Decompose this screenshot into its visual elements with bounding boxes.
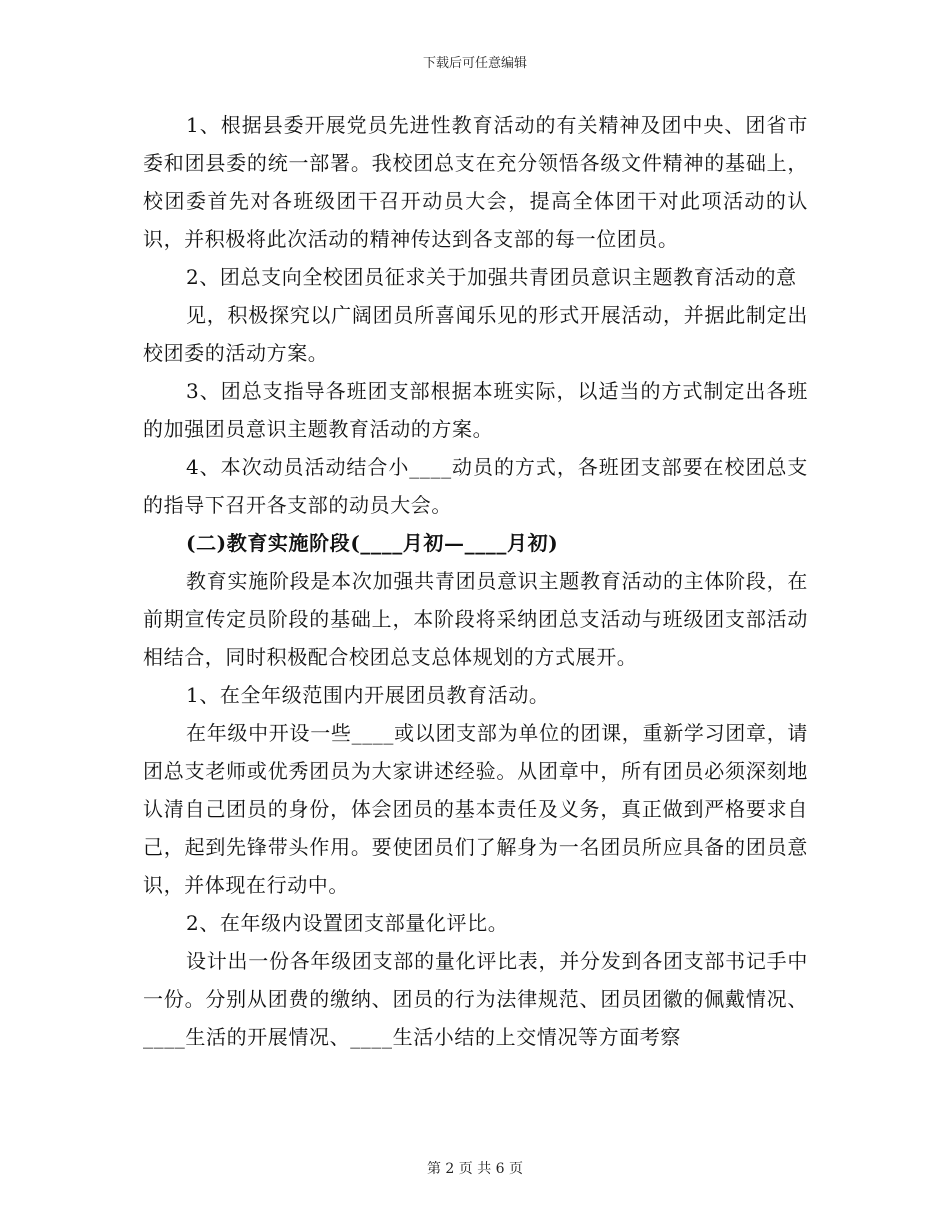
page-header-note: 下载后可任意编辑: [422, 56, 527, 71]
paragraph-mobilization-2: 2、团总支向全校团员征求关于加强共青团员意识主题教育活动的意: [186, 265, 797, 289]
page-number-footer: 第 2 页 共 6 页: [426, 1161, 524, 1177]
document-body: [143, 106, 808, 1056]
paragraph-item-1-title: 1、在全年级范围内开展团员教育活动。: [186, 683, 550, 707]
paragraph-implementation-intro: 教育实施阶段是本次加强共青团员意识主题教育活动的主体阶段，在前期宣传定员阶段的基础上，本阶段将采纳团总支活动与班级团支部活动相结合，同时积极配合校团总支总体规划的方式展开。: [143, 569, 808, 669]
paragraph-mobilization-2-cont: 见，积极探究以广阔团员所喜闻乐见的形式开展活动，并据此制定出校团委的活动方案。: [143, 303, 808, 365]
section-heading-implementation: (二)教育实施阶段(____月初—____月初): [186, 531, 559, 555]
paragraph-mobilization-4: 4、本次动员活动结合小____动员的方式，各班团支部要在校团总支的指导下召开各支部的动员大会。: [143, 455, 808, 517]
paragraph-item-1-body: 在年级中开设一些____或以团支部为单位的团课，重新学习团章，请团总支老师或优秀团员为大家讲述经验。从团章中，所有团员必须深刻地认清自己团员的身份，体会团员的基本责任及义务，真正做到严格要求自己，起到先锋带头作用。要使团员们了解身为一名团员所应具备的团员意识，并体现在行动中。: [143, 721, 808, 897]
paragraph-mobilization-1: 1、根据县委开展党员先进性教育活动的有关精神及团中央、团省市委和团县委的统一部署。我校团总支在充分领悟各级文件精神的基础上，校团委首先对各班级团干召开动员大会，提高全体团干对此项活动的认识，并积极将此次活动的精神传达到各支部的每一位团员。: [143, 113, 808, 251]
paragraph-item-2-body: 设计出一份各年级团支部的量化评比表，并分发到各团支部书记手中一份。分别从团费的缴纳、团员的行为法律规范、团员团徽的佩戴情况、____生活的开展情况、____生活小结的上交情况等方面考察: [143, 949, 808, 1049]
paragraph-item-2-title: 2、在年级内设置团支部量化评比。: [186, 911, 509, 935]
paragraph-mobilization-3: 3、团总支指导各班团支部根据本班实际，以适当的方式制定出各班的加强团员意识主题教育活动的方案。: [143, 379, 808, 441]
